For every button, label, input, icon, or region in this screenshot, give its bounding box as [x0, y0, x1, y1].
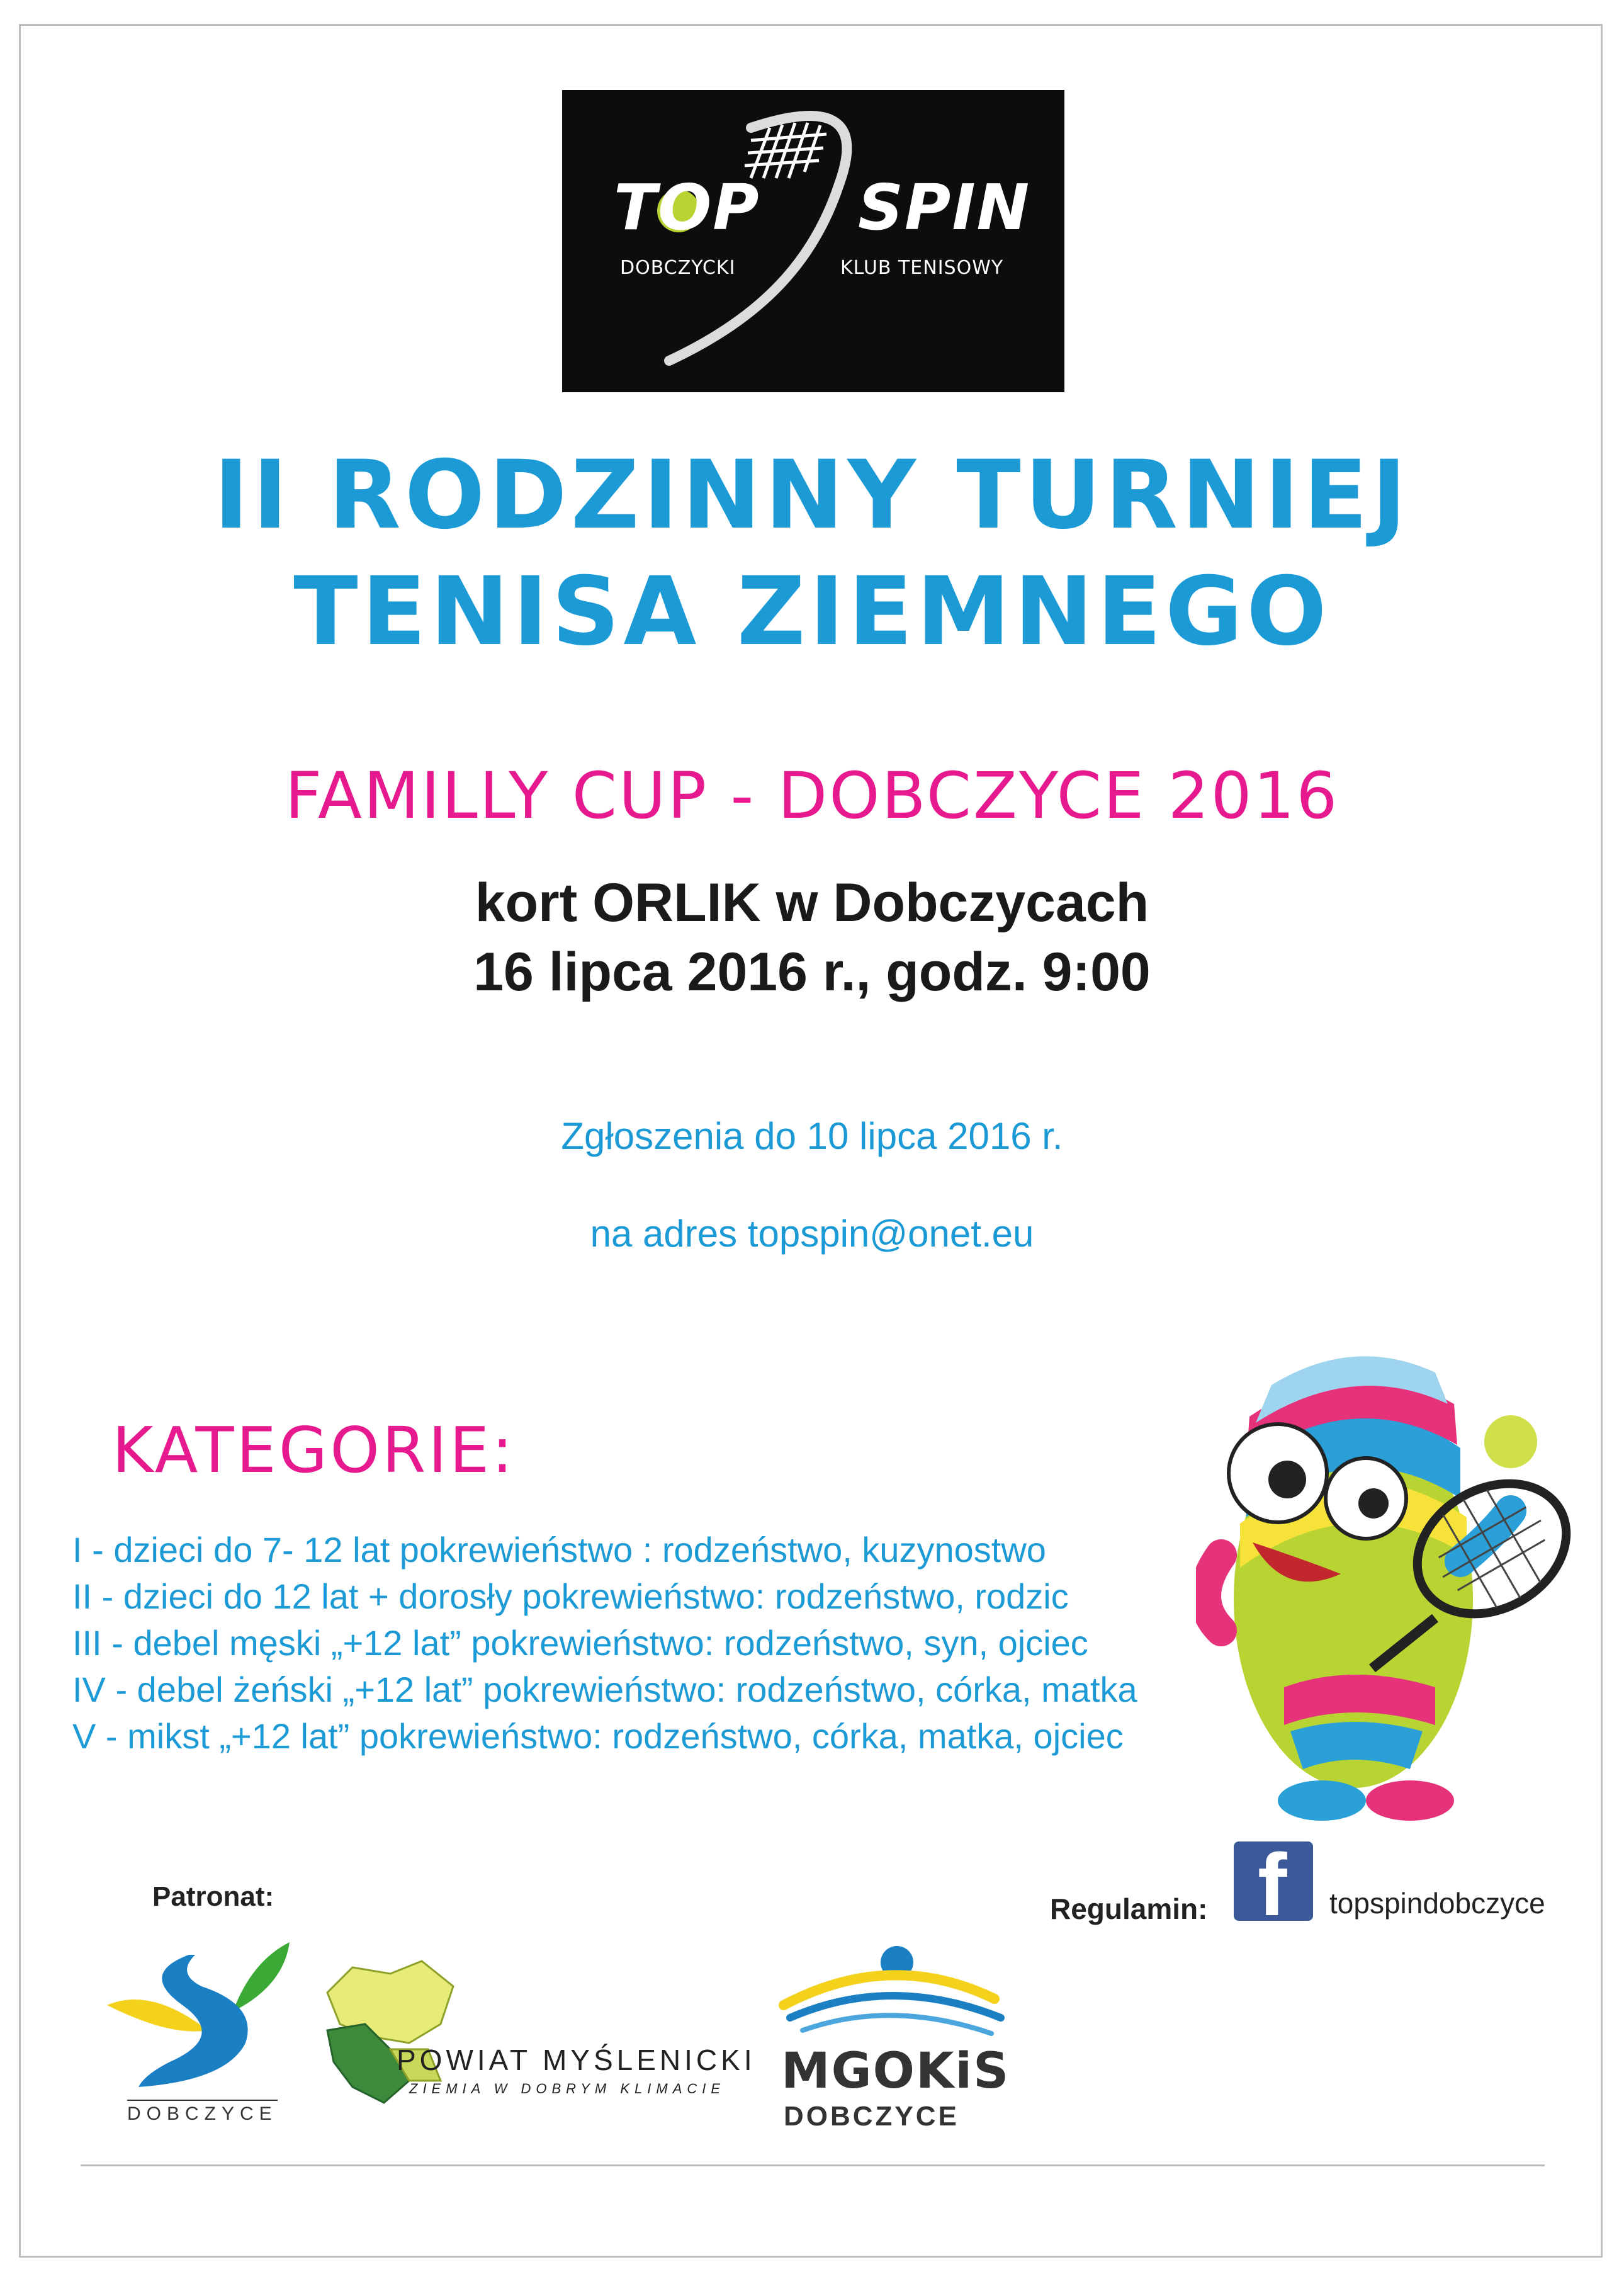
categories-list [72, 1527, 1137, 1760]
category-item-3: III - debel męski „+12 lat” pokrewieństwo: rodzeństwo, syn, ojciec [72, 1623, 1088, 1663]
registration-address[interactable]: na adres topspin@onet.eu [590, 1213, 1034, 1255]
footer-divider [81, 2164, 1545, 2166]
logo-word-top: TOP [614, 171, 760, 244]
sponsor-dobczyce [101, 1936, 296, 2125]
regulamin-label: Regulamin: [1050, 1892, 1208, 1925]
topspin-logo [562, 90, 1064, 392]
logo-sub-right: KLUB TENISOWY [840, 257, 1004, 279]
subtitle: FAMILLY CUP - DOBCZYCE 2016 [285, 759, 1339, 834]
logo-word-spin: SPIN [858, 171, 1031, 244]
logo-sub-left: DOBCZYCKI [620, 257, 736, 279]
category-item-5: V - mikst „+12 lat” pokrewieństwo: rodzeństwo, córka, matka, ojciec [72, 1716, 1124, 1756]
sponsor-powiat-myslenicki [315, 1955, 756, 2118]
dobczyce-label: DOBCZYCE [127, 2100, 278, 2125]
mgokis-logo-icon [777, 1936, 1010, 2043]
powiat-title: POWIAT MYŚLENICKI [397, 2044, 756, 2076]
facebook-icon[interactable]: f [1234, 1841, 1313, 1921]
mgokis-town: DOBCZYCE [784, 2101, 959, 2132]
facebook-handle[interactable]: topspindobczyce [1329, 1887, 1545, 1920]
mgokis-name: MGOKiS [781, 2043, 1010, 2100]
categories-heading: KATEGORIE: [112, 1413, 516, 1487]
title-line-2: TENISA ZIEMNEGO [293, 557, 1331, 667]
category-item-1: I - dzieci do 7- 12 lat pokrewieństwo : rodzeństwo, kuzynostwo [72, 1530, 1046, 1570]
patronat-label: Patronat: [152, 1881, 274, 1912]
registration-deadline: Zgłoszenia do 10 lipca 2016 r. [561, 1115, 1063, 1157]
powiat-tagline: ZIEMIA W DOBRYM KLIMACIE [409, 2081, 726, 2096]
venue-line-2: 16 lipca 2016 r., godz. 9:00 [473, 942, 1151, 1002]
category-item-2: II - dzieci do 12 lat + dorosły pokrewieństwo: rodzeństwo, rodzic [72, 1576, 1069, 1616]
sponsor-mgokis [777, 1936, 1010, 2131]
title-line-1: II RODZINNY TURNIEJ [213, 441, 1411, 550]
mascot-tennis-icon [1196, 1335, 1574, 1826]
dobczyce-logo-icon [101, 1936, 296, 2093]
category-item-4: IV - debel żeński „+12 lat” pokrewieństwo: rodzeństwo, córka, matka [72, 1670, 1137, 1709]
venue-line-1: kort ORLIK w Dobczycach [475, 873, 1149, 933]
